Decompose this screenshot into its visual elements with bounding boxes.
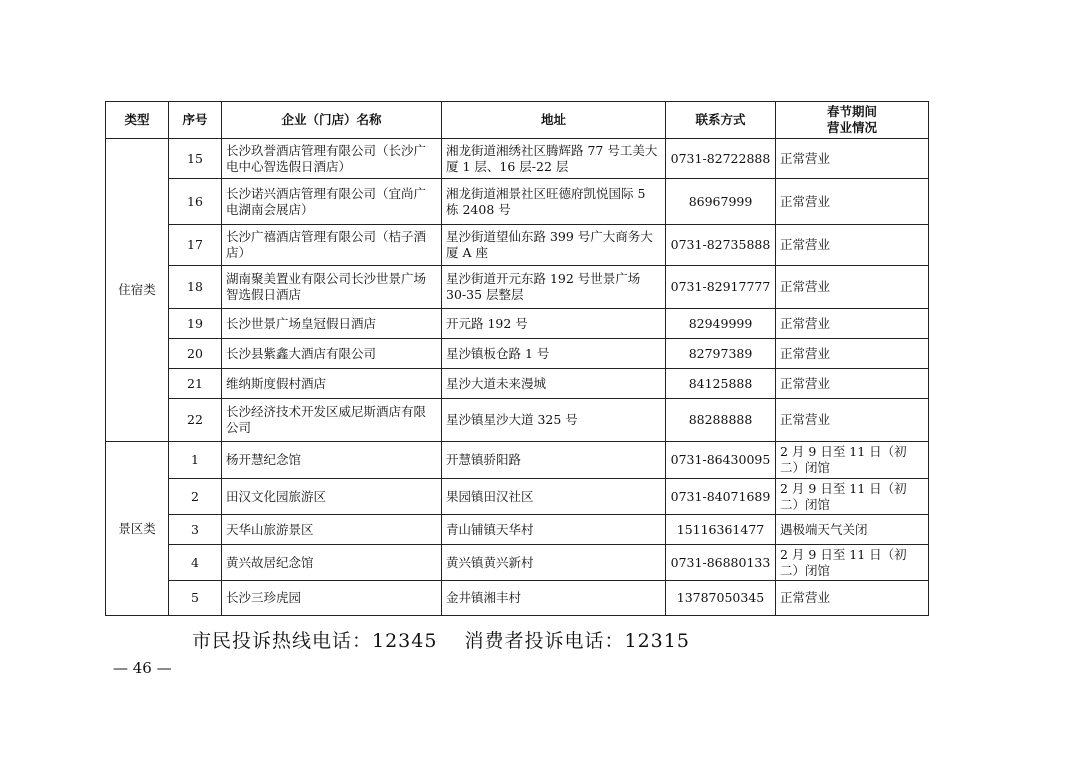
cell-status: 正常营业 [776, 399, 929, 442]
cell-status: 2 月 9 日至 11 日（初二）闭馆 [776, 479, 929, 515]
table-row [106, 515, 929, 545]
cell-name: 维纳斯度假村酒店 [222, 369, 442, 399]
cell-address: 开元路 192 号 [442, 309, 666, 339]
cell-status: 遇极端天气关闭 [776, 515, 929, 545]
cell-status: 2 月 9 日至 11 日（初二）闭馆 [776, 545, 929, 581]
cell-status: 正常营业 [776, 581, 929, 616]
table-row [106, 369, 929, 399]
cell-name: 长沙玖誉酒店管理有限公司（长沙广电中心智选假日酒店） [222, 139, 442, 179]
header-type: 类型 [106, 102, 169, 139]
header-seq: 序号 [169, 102, 222, 139]
cell-phone: 0731-84071689 [666, 479, 776, 515]
header-status-line1: 春节期间 [826, 104, 877, 119]
cell-phone: 82797389 [666, 339, 776, 369]
cell-address: 星沙大道未来漫城 [442, 369, 666, 399]
header-name: 企业（门店）名称 [222, 102, 442, 139]
cell-address: 果园镇田汉社区 [442, 479, 666, 515]
cell-phone: 0731-86880133 [666, 545, 776, 581]
cell-name: 长沙经济技术开发区威尼斯酒店有限公司 [222, 399, 442, 442]
cell-address: 星沙镇板仓路 1 号 [442, 339, 666, 369]
cell-address: 星沙街道望仙东路 399 号广大商务大厦 A 座 [442, 225, 666, 266]
cell-phone: 84125888 [666, 369, 776, 399]
table-row [106, 399, 929, 442]
cell-status: 正常营业 [776, 179, 929, 225]
category-scenic: 景区类 [106, 442, 169, 616]
cell-address: 金井镇湘丰村 [442, 581, 666, 616]
table-row [106, 309, 929, 339]
cell-seq: 2 [169, 479, 222, 515]
table-row [106, 339, 929, 369]
cell-seq: 18 [169, 266, 222, 309]
cell-phone: 86967999 [666, 179, 776, 225]
cell-phone: 0731-82917777 [666, 266, 776, 309]
cell-status: 正常营业 [776, 266, 929, 309]
table-row [106, 581, 929, 616]
cell-seq: 21 [169, 369, 222, 399]
cell-status: 正常营业 [776, 339, 929, 369]
category-lodging: 住宿类 [106, 139, 169, 442]
cell-seq: 1 [169, 442, 222, 479]
cell-status: 正常营业 [776, 139, 929, 179]
cell-seq: 17 [169, 225, 222, 266]
cell-address: 湘龙街道湘景社区旺德府凯悦国际 5 栋 2408 号 [442, 179, 666, 225]
cell-name: 杨开慧纪念馆 [222, 442, 442, 479]
header-status-line2: 营业情况 [826, 120, 877, 135]
cell-seq: 15 [169, 139, 222, 179]
cell-seq: 22 [169, 399, 222, 442]
header-status [776, 102, 929, 139]
cell-phone: 0731-86430095 [666, 442, 776, 479]
cell-address: 星沙镇星沙大道 325 号 [442, 399, 666, 442]
cell-seq: 3 [169, 515, 222, 545]
complaint-hotline: 市民投诉热线电话：12345 消费者投诉电话：12315 [192, 630, 690, 652]
table-row [106, 442, 929, 479]
cell-phone: 0731-82722888 [666, 139, 776, 179]
cell-phone: 13787050345 [666, 581, 776, 616]
header-address: 地址 [442, 102, 666, 139]
cell-address: 星沙街道开元东路 192 号世景广场 30-35 层整层 [442, 266, 666, 309]
cell-seq: 20 [169, 339, 222, 369]
cell-status: 2 月 9 日至 11 日（初二）闭馆 [776, 442, 929, 479]
table-row [106, 179, 929, 225]
table-row [106, 479, 929, 515]
cell-seq: 4 [169, 545, 222, 581]
business-table [105, 101, 929, 616]
cell-status: 正常营业 [776, 225, 929, 266]
table-row [106, 545, 929, 581]
table-header-row [106, 102, 929, 139]
cell-name: 长沙世景广场皇冠假日酒店 [222, 309, 442, 339]
cell-address: 开慧镇骄阳路 [442, 442, 666, 479]
cell-name: 湖南聚美置业有限公司长沙世景广场智选假日酒店 [222, 266, 442, 309]
cell-phone: 15116361477 [666, 515, 776, 545]
cell-seq: 5 [169, 581, 222, 616]
cell-name: 长沙广禧酒店管理有限公司（桔子酒店） [222, 225, 442, 266]
cell-status: 正常营业 [776, 309, 929, 339]
cell-name: 长沙三珍虎园 [222, 581, 442, 616]
cell-seq: 16 [169, 179, 222, 225]
cell-address: 黄兴镇黄兴新村 [442, 545, 666, 581]
cell-phone: 0731-82735888 [666, 225, 776, 266]
header-contact: 联系方式 [666, 102, 776, 139]
table-row [106, 266, 929, 309]
cell-status: 正常营业 [776, 369, 929, 399]
cell-name: 天华山旅游景区 [222, 515, 442, 545]
cell-seq: 19 [169, 309, 222, 339]
table-row [106, 139, 929, 179]
table-row [106, 225, 929, 266]
cell-address: 湘龙街道湘绣社区腾辉路 77 号工美大厦 1 层、16 层-22 层 [442, 139, 666, 179]
page-number: — 46 — [113, 659, 172, 677]
cell-address: 青山铺镇天华村 [442, 515, 666, 545]
cell-name: 长沙县紫鑫大酒店有限公司 [222, 339, 442, 369]
cell-name: 田汉文化园旅游区 [222, 479, 442, 515]
cell-name: 长沙诺兴酒店管理有限公司（宜尚广电湖南会展店） [222, 179, 442, 225]
cell-phone: 88288888 [666, 399, 776, 442]
cell-phone: 82949999 [666, 309, 776, 339]
cell-name: 黄兴故居纪念馆 [222, 545, 442, 581]
